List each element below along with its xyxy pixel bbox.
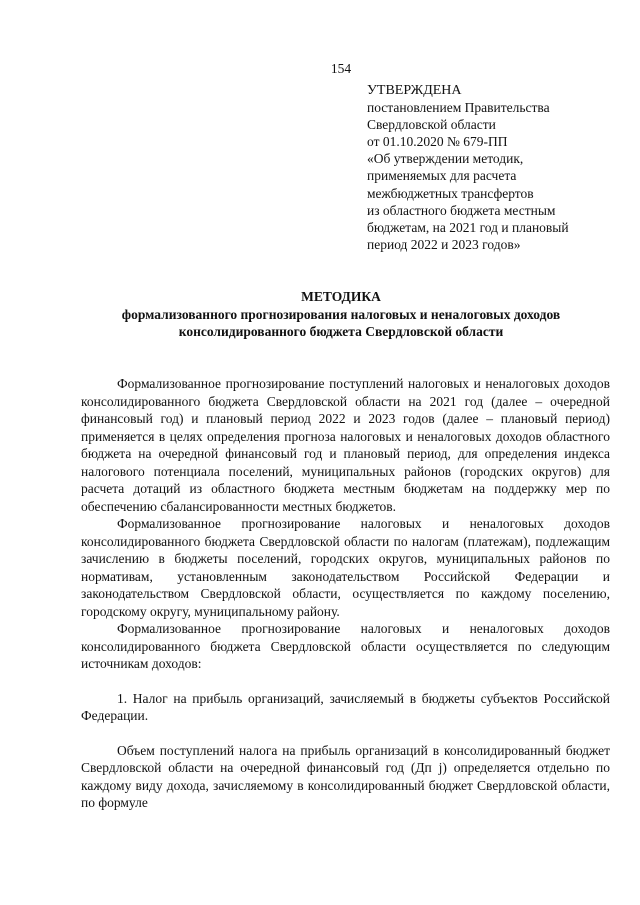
title-subtitle-line-1: формализованного прогнозирования налоговых и неналоговых доходов: [121, 306, 561, 322]
approval-line: бюджетам, на 2021 год и плановый: [367, 219, 569, 235]
body-paragraph-1: Формализованное прогнозирование поступлений налоговых и неналоговых доходов консолидированного бюджета Свердловской области на 2021 год (далее – очередной финансовый год) и плановый период 2022 и 2023 годов (далее – плановый период) применяется в целях определения прогноза налоговых и неналоговых доходов областного бюджета на очередной финансовый год и плановый период, для определения индекса налогового потенциала поселений, муниципальных районов (городских округов) для расчета дотаций из областного бюджета местным бюджетам на поддержку мер по обеспечению сбалансированности местных бюджетов.: [81, 376, 610, 514]
approval-line: постановлением Правительства: [367, 100, 550, 116]
approval-line: Свердловской области: [367, 117, 496, 133]
approval-line: период 2022 и 2023 годов»: [367, 236, 521, 252]
body-paragraph-3: Формализованное прогнозирование налоговых и неналоговых доходов консолидированного бюджета Свердловской области осуществляется по следующим источникам доходов:: [81, 621, 610, 671]
title-subtitle-line-2: консолидированного бюджета Свердловской области: [178, 324, 504, 339]
document-title: [80, 288, 602, 341]
approval-line: от 01.10.2020 № 679-ПП: [367, 134, 508, 150]
document-body: [81, 375, 610, 812]
title-heading: МЕТОДИКА: [301, 289, 381, 304]
page-number: 154: [330, 61, 352, 76]
approval-line: из областного бюджета местным: [367, 202, 556, 218]
approval-line: межбюджетных трансфертов: [367, 185, 534, 201]
body-paragraph-2: Формализованное прогнозирование налоговых и неналоговых доходов консолидированного бюджета Свердловской области по налогам (платежам), подлежащим зачислению в бюджеты поселений, городских округов, муниципальных районов по нормативам, установленным законодательством Российской Федерации и законодательством Свердловской области, осуществляется по каждому поселению, городскому округу, муниципальному району.: [81, 516, 610, 619]
approval-block: [367, 82, 617, 253]
approval-line: применяемых для расчета: [367, 168, 517, 184]
body-list-item-1: 1. Налог на прибыль организаций, зачисляемый в бюджеты субъектов Российской Федерации.: [81, 690, 610, 723]
approval-line: «Об утверждении методик,: [367, 151, 524, 167]
approval-heading: УТВЕРЖДЕНА: [367, 83, 462, 98]
body-paragraph-4: Объем поступлений налога на прибыль организаций в консолидированный бюджет Свердловской области на очередной финансовый год (Дп j) определяется отдельно по каждому виду дохода, зачисляемому в консолидированный бюджет Свердловской области, по формуле: [81, 742, 610, 810]
